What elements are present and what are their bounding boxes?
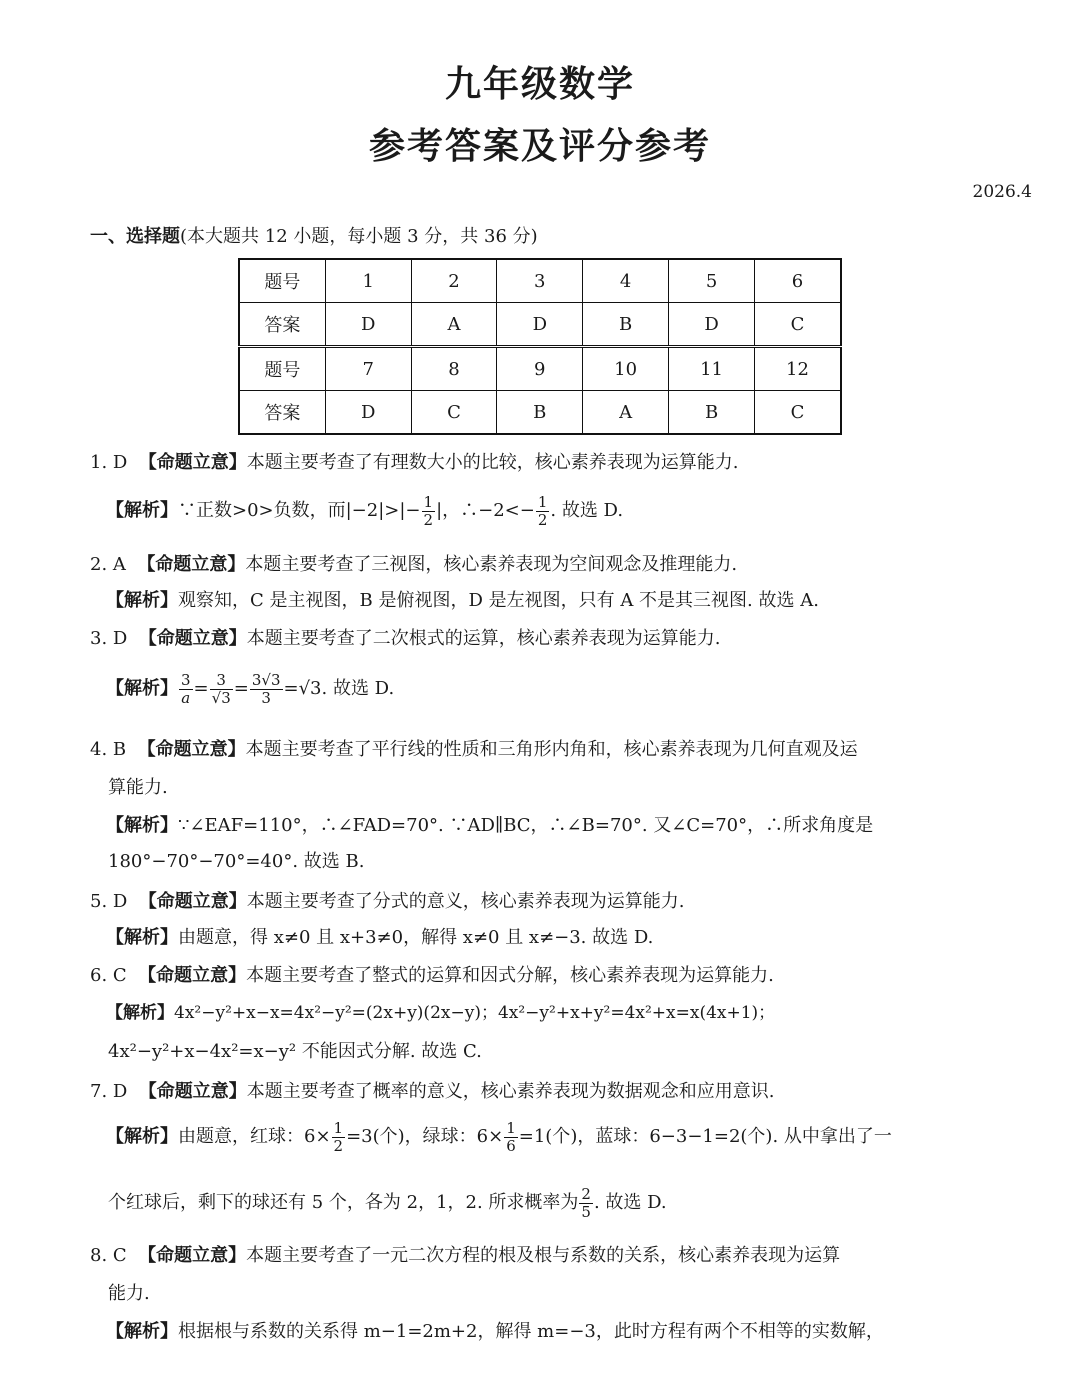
fraction bbox=[422, 494, 436, 528]
answer-cell: D bbox=[497, 303, 583, 347]
section-title: 一、选择题 bbox=[90, 226, 180, 247]
equals: = bbox=[193, 678, 209, 699]
q4-analysis-part1: ∵∠EAF=110°，∴∠FAD=70°. ∵AD∥BC，∴∠B=70°. 又∠C=70°，∴所求角度是 bbox=[178, 815, 874, 836]
q2-analysis: 观察知，C 是主视图，B 是俯视图，D 是左视图，只有 A 不是其三视图. 故选 A. bbox=[178, 590, 819, 611]
intent-label: 【命题立意】 bbox=[137, 554, 246, 575]
analysis-label: 【解析】 bbox=[106, 678, 178, 699]
table-row bbox=[239, 259, 841, 303]
q7-analysis-part5: . 故选 D. bbox=[593, 1192, 667, 1213]
intent-label: 【命题立意】 bbox=[138, 965, 247, 986]
analysis-label: 【解析】 bbox=[106, 1321, 178, 1342]
q4-analysis-cont: 180°−70°−70°=40°. 故选 B. bbox=[108, 851, 365, 872]
numerator: 1 bbox=[506, 1119, 516, 1137]
analysis-label: 【解析】 bbox=[106, 590, 178, 611]
row-label: 答案 bbox=[239, 391, 325, 435]
denominator: 3 bbox=[261, 688, 271, 707]
question-number: 1 bbox=[325, 259, 411, 303]
answer-cell: B bbox=[669, 391, 755, 435]
numerator: 3√3 bbox=[251, 671, 281, 689]
q2-intent: 本题主要考查了三视图，核心素养表现为空间观念及推理能力. bbox=[245, 554, 738, 575]
intent-label: 【命题立意】 bbox=[137, 739, 246, 760]
analysis-label: 【解析】 bbox=[106, 927, 178, 948]
q8-intent-line bbox=[90, 1245, 840, 1267]
numerator: 1 bbox=[423, 493, 434, 511]
question-number: 7 bbox=[325, 347, 411, 391]
denominator: a bbox=[181, 688, 191, 707]
analysis-label: 【解析】 bbox=[106, 500, 178, 521]
intent-label: 【命题立意】 bbox=[138, 628, 247, 649]
q4-intent-cont: 算能力. bbox=[108, 777, 168, 798]
answer-cell: D bbox=[325, 303, 411, 347]
q6-analysis-part1: 4x²−y²+x−x=4x²−y²=(2x+y)(2x−y)；4x²−y²+x+y²=4x²+x=x(4x+1)； bbox=[174, 1003, 776, 1023]
numerator: 1 bbox=[537, 493, 548, 511]
denominator: 2 bbox=[333, 1136, 344, 1155]
q8-head: 8. C bbox=[90, 1245, 127, 1266]
answer-cell: C bbox=[755, 391, 841, 435]
q4-head: 4. B bbox=[90, 739, 127, 760]
row-label: 题号 bbox=[239, 259, 325, 303]
fraction bbox=[179, 672, 193, 706]
q1-intent-line bbox=[90, 452, 739, 474]
row-label: 题号 bbox=[239, 347, 325, 391]
q5-intent-line bbox=[90, 891, 685, 913]
q6-analysis-line bbox=[106, 1003, 775, 1023]
answer-cell: B bbox=[497, 391, 583, 435]
q7-intent: 本题主要考查了概率的意义，核心素养表现为数据观念和应用意识. bbox=[246, 1081, 775, 1102]
fraction bbox=[579, 1186, 593, 1220]
answer-cell: D bbox=[325, 391, 411, 435]
q2-intent-line bbox=[90, 554, 737, 576]
intent-label: 【命题立意】 bbox=[138, 452, 247, 473]
intent-label: 【命题立意】 bbox=[138, 1081, 247, 1102]
page-subtitle: 参考答案及评分参考 bbox=[368, 126, 711, 167]
question-number: 6 bbox=[755, 259, 841, 303]
answer-cell: A bbox=[411, 303, 497, 347]
q2-head: 2. A bbox=[90, 554, 126, 575]
table-row bbox=[239, 347, 841, 391]
analysis-label: 【解析】 bbox=[106, 1126, 178, 1147]
date: 2026.4 bbox=[972, 182, 1032, 202]
answer-cell: A bbox=[583, 391, 669, 435]
q7-analysis-part3: =1(个)，蓝球：6−3−1=2(个). 从中拿出了一 bbox=[518, 1126, 892, 1147]
q7-analysis-cont bbox=[108, 1186, 667, 1220]
denominator: 6 bbox=[506, 1136, 516, 1155]
q5-analysis-line bbox=[106, 927, 653, 949]
q4-intent: 本题主要考查了平行线的性质和三角形内角和，核心素养表现为几何直观及运 bbox=[245, 739, 858, 760]
q7-analysis-part4: 个红球后，剩下的球还有 5 个，各为 2，1，2. 所求概率为 bbox=[108, 1192, 579, 1213]
numerator: 1 bbox=[333, 1119, 344, 1137]
q7-analysis-part1: 由题意，红球：6× bbox=[178, 1126, 331, 1147]
answer-cell: D bbox=[669, 303, 755, 347]
question-number: 9 bbox=[497, 347, 583, 391]
equals: = bbox=[233, 678, 249, 699]
q7-intent-line bbox=[90, 1081, 775, 1103]
analysis-label: 【解析】 bbox=[106, 815, 178, 836]
q3-analysis-end: =√3. 故选 D. bbox=[283, 678, 395, 699]
q6-head: 6. C bbox=[90, 965, 127, 986]
q1-intent: 本题主要考查了有理数大小的比较，核心素养表现为运算能力. bbox=[246, 452, 739, 473]
q3-intent: 本题主要考查了二次根式的运算，核心素养表现为运算能力. bbox=[246, 628, 721, 649]
answer-cell: C bbox=[755, 303, 841, 347]
q8-intent: 本题主要考查了一元二次方程的根及根与系数的关系，核心素养表现为运算 bbox=[246, 1245, 841, 1266]
question-number: 3 bbox=[497, 259, 583, 303]
fraction bbox=[504, 1120, 518, 1154]
q1-analysis-part3: . 故选 D. bbox=[550, 500, 624, 521]
q1-head: 1. D bbox=[90, 452, 128, 473]
numerator: 3 bbox=[210, 672, 233, 690]
q5-analysis: 由题意，得 x≠0 且 x+3≠0，解得 x≠0 且 x≠−3. 故选 D. bbox=[178, 927, 654, 948]
q1-analysis-line bbox=[106, 494, 623, 528]
q5-head: 5. D bbox=[90, 891, 128, 912]
intent-label: 【命题立意】 bbox=[138, 891, 247, 912]
fraction bbox=[332, 1120, 346, 1154]
question-number: 10 bbox=[583, 347, 669, 391]
question-number: 8 bbox=[411, 347, 497, 391]
q5-intent: 本题主要考查了分式的意义，核心素养表现为运算能力. bbox=[246, 891, 685, 912]
fraction bbox=[250, 672, 283, 706]
fraction bbox=[536, 494, 550, 528]
row-label: 答案 bbox=[239, 303, 325, 347]
q1-analysis-part2: |，∴−2<− bbox=[436, 500, 535, 521]
analysis-label: 【解析】 bbox=[106, 1003, 174, 1023]
page-title: 九年级数学 bbox=[444, 64, 635, 105]
q8-analysis-line bbox=[106, 1321, 884, 1343]
q6-intent: 本题主要考查了整式的运算和因式分解，核心素养表现为运算能力. bbox=[246, 965, 774, 986]
question-number: 12 bbox=[755, 347, 841, 391]
numerator: 2 bbox=[581, 1185, 591, 1203]
table-row bbox=[239, 391, 841, 435]
intent-label: 【命题立意】 bbox=[138, 1245, 247, 1266]
q8-analysis: 根据根与系数的关系得 m−1=2m+2，解得 m=−3，此时方程有两个不相等的实数解， bbox=[178, 1321, 884, 1342]
question-number: 4 bbox=[583, 259, 669, 303]
section-desc: (本大题共 12 小题，每小题 3 分，共 36 分) bbox=[180, 226, 538, 247]
q4-analysis-line bbox=[106, 815, 873, 837]
question-number: 2 bbox=[411, 259, 497, 303]
denominator: √3 bbox=[211, 688, 231, 707]
answer-table bbox=[238, 258, 842, 435]
section-heading bbox=[90, 222, 538, 248]
fraction bbox=[210, 672, 233, 706]
denominator: 2 bbox=[423, 510, 434, 529]
q3-head: 3. D bbox=[90, 628, 128, 649]
q1-analysis-part1: ∵正数>0>负数，而|−2|>|− bbox=[178, 500, 421, 521]
denominator: 2 bbox=[537, 510, 548, 529]
q6-analysis-cont: 4x²−y²+x−4x²=x−y² 不能因式分解. 故选 C. bbox=[108, 1041, 482, 1062]
q7-analysis-part2: =3(个)，绿球：6× bbox=[346, 1126, 504, 1147]
table-row bbox=[239, 303, 841, 347]
q2-analysis-line bbox=[106, 590, 819, 612]
q6-intent-line bbox=[90, 965, 774, 987]
q7-analysis-line bbox=[106, 1120, 892, 1154]
answer-cell: B bbox=[583, 303, 669, 347]
q4-intent-line bbox=[90, 739, 858, 761]
denominator: 5 bbox=[581, 1202, 591, 1221]
numerator: 3 bbox=[181, 671, 191, 689]
q3-intent-line bbox=[90, 628, 721, 650]
q8-intent-cont: 能力. bbox=[108, 1283, 150, 1304]
question-number: 5 bbox=[669, 259, 755, 303]
answer-cell: C bbox=[411, 391, 497, 435]
q7-head: 7. D bbox=[90, 1081, 128, 1102]
question-number: 11 bbox=[669, 347, 755, 391]
q3-analysis-line bbox=[106, 672, 394, 706]
